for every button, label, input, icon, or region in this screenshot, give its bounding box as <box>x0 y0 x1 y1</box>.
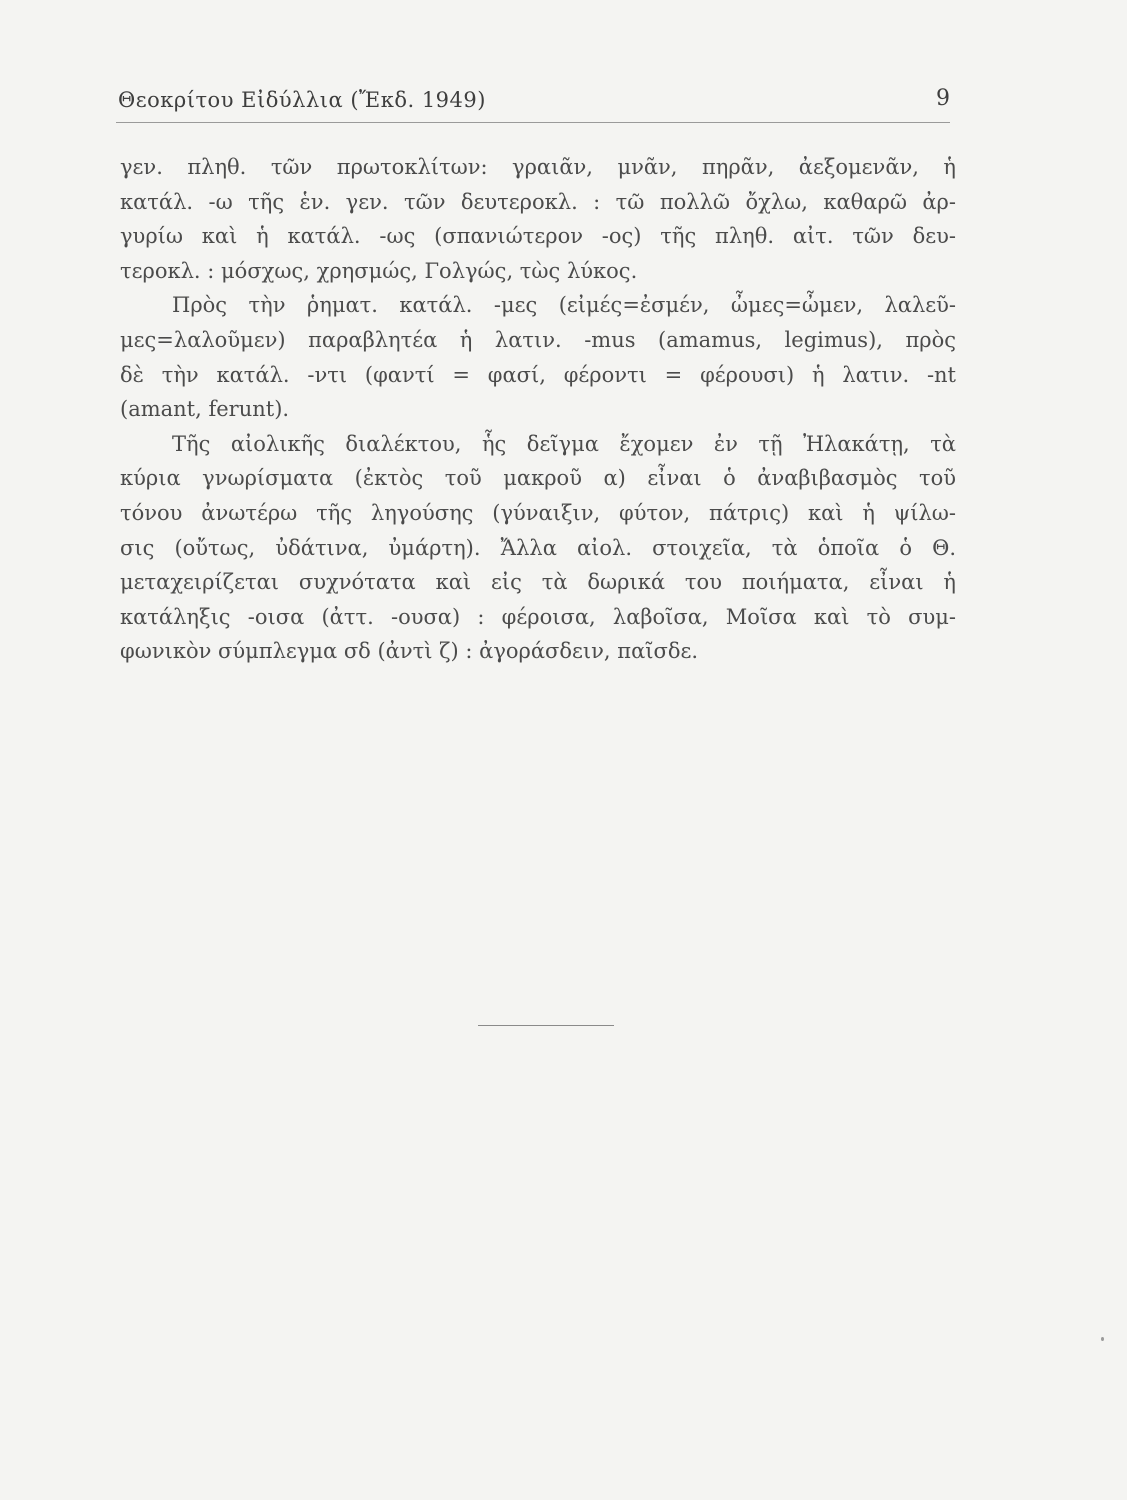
text-line-15: φωνικὸν σύμπλεγμα σδ (ἀντὶ ζ) : ἀγοράσδειν, παῖσδε. <box>120 639 699 664</box>
text-line-1: γεν. πληθ. τῶν πρωτοκλίτων: γραιᾶν, μνᾶν, πηρᾶν, ἀεξομενᾶν, ἡ <box>120 155 956 179</box>
text-line-5: Πρὸς τὴν ῥηματ. κατάλ. -μες (εἰμές=ἐσμέν, ὦμες=ὦμεν, λαλεῦ- <box>172 293 956 318</box>
text-line-14: κατάληξις -οισα (ἀττ. -ουσα) : φέροισα, λαβοῖσα, Μοῖσα καὶ τὸ συμ- <box>120 604 956 629</box>
text-line-4: τεροκλ. : μόσχως, χρησμώς, Γολγώς, τὼς λύκος. <box>120 258 638 283</box>
running-title: Θεοκρίτου Εἰδύλλια (Ἔκδ. 1949) <box>118 88 486 112</box>
text-line-7: δὲ τὴν κατάλ. -ντι (φαντί = φασί, φέροντι = φέρουσι) ἡ λατιν. -nt <box>120 362 956 387</box>
text-line-13: μεταχειρίζεται συχνότατα καὶ εἰς τὰ δωρικά του ποιήματα, εἶναι ἡ <box>120 570 956 595</box>
section-end-rule <box>478 1025 614 1026</box>
text-line-2: κατάλ. -ω τῆς ἑν. γεν. τῶν δευτεροκλ. : τῶ πολλῶ ὄχλω, καθαρῶ ἀρ- <box>120 189 956 214</box>
text-line-9: Τῆς αἰολικῆς διαλέκτου, ἧς δεῖγμα ἔχομεν ἐν τῇ Ἠλακάτῃ, τὰ <box>172 431 956 456</box>
running-head <box>118 88 950 120</box>
text-line-10: κύρια γνωρίσματα (ἐκτὸς τοῦ μακροῦ α) εἶναι ὁ ἀναβιβασμὸς τοῦ <box>120 466 956 491</box>
text-line-11: τόνου ἀνωτέρω τῆς ληγούσης (γύναιξιν, φύτον, πάτρις) καὶ ἡ ψίλω- <box>120 500 956 525</box>
body-text <box>120 150 956 669</box>
text-line-6: μες=λαλοῦμεν) παραβλητέα ἡ λατιν. -mus (amamus, legimus), πρὸς <box>120 327 956 352</box>
text-line-12: σις (οὔτως, ὐδάτινα, ὐμάρτη). Ἄλλα αἰολ. στοιχεῖα, τὰ ὁποῖα ὁ Θ. <box>120 535 956 560</box>
paper-speck <box>1101 1337 1104 1341</box>
page-number: 9 <box>936 86 950 111</box>
text-line-3: γυρίω καὶ ἡ κατάλ. -ως (σπανιώτερον -ος) τῆς πληθ. αἰτ. τῶν δευ- <box>120 224 956 249</box>
header-rule <box>116 122 950 123</box>
text-line-8: (amant, ferunt). <box>120 397 290 422</box>
